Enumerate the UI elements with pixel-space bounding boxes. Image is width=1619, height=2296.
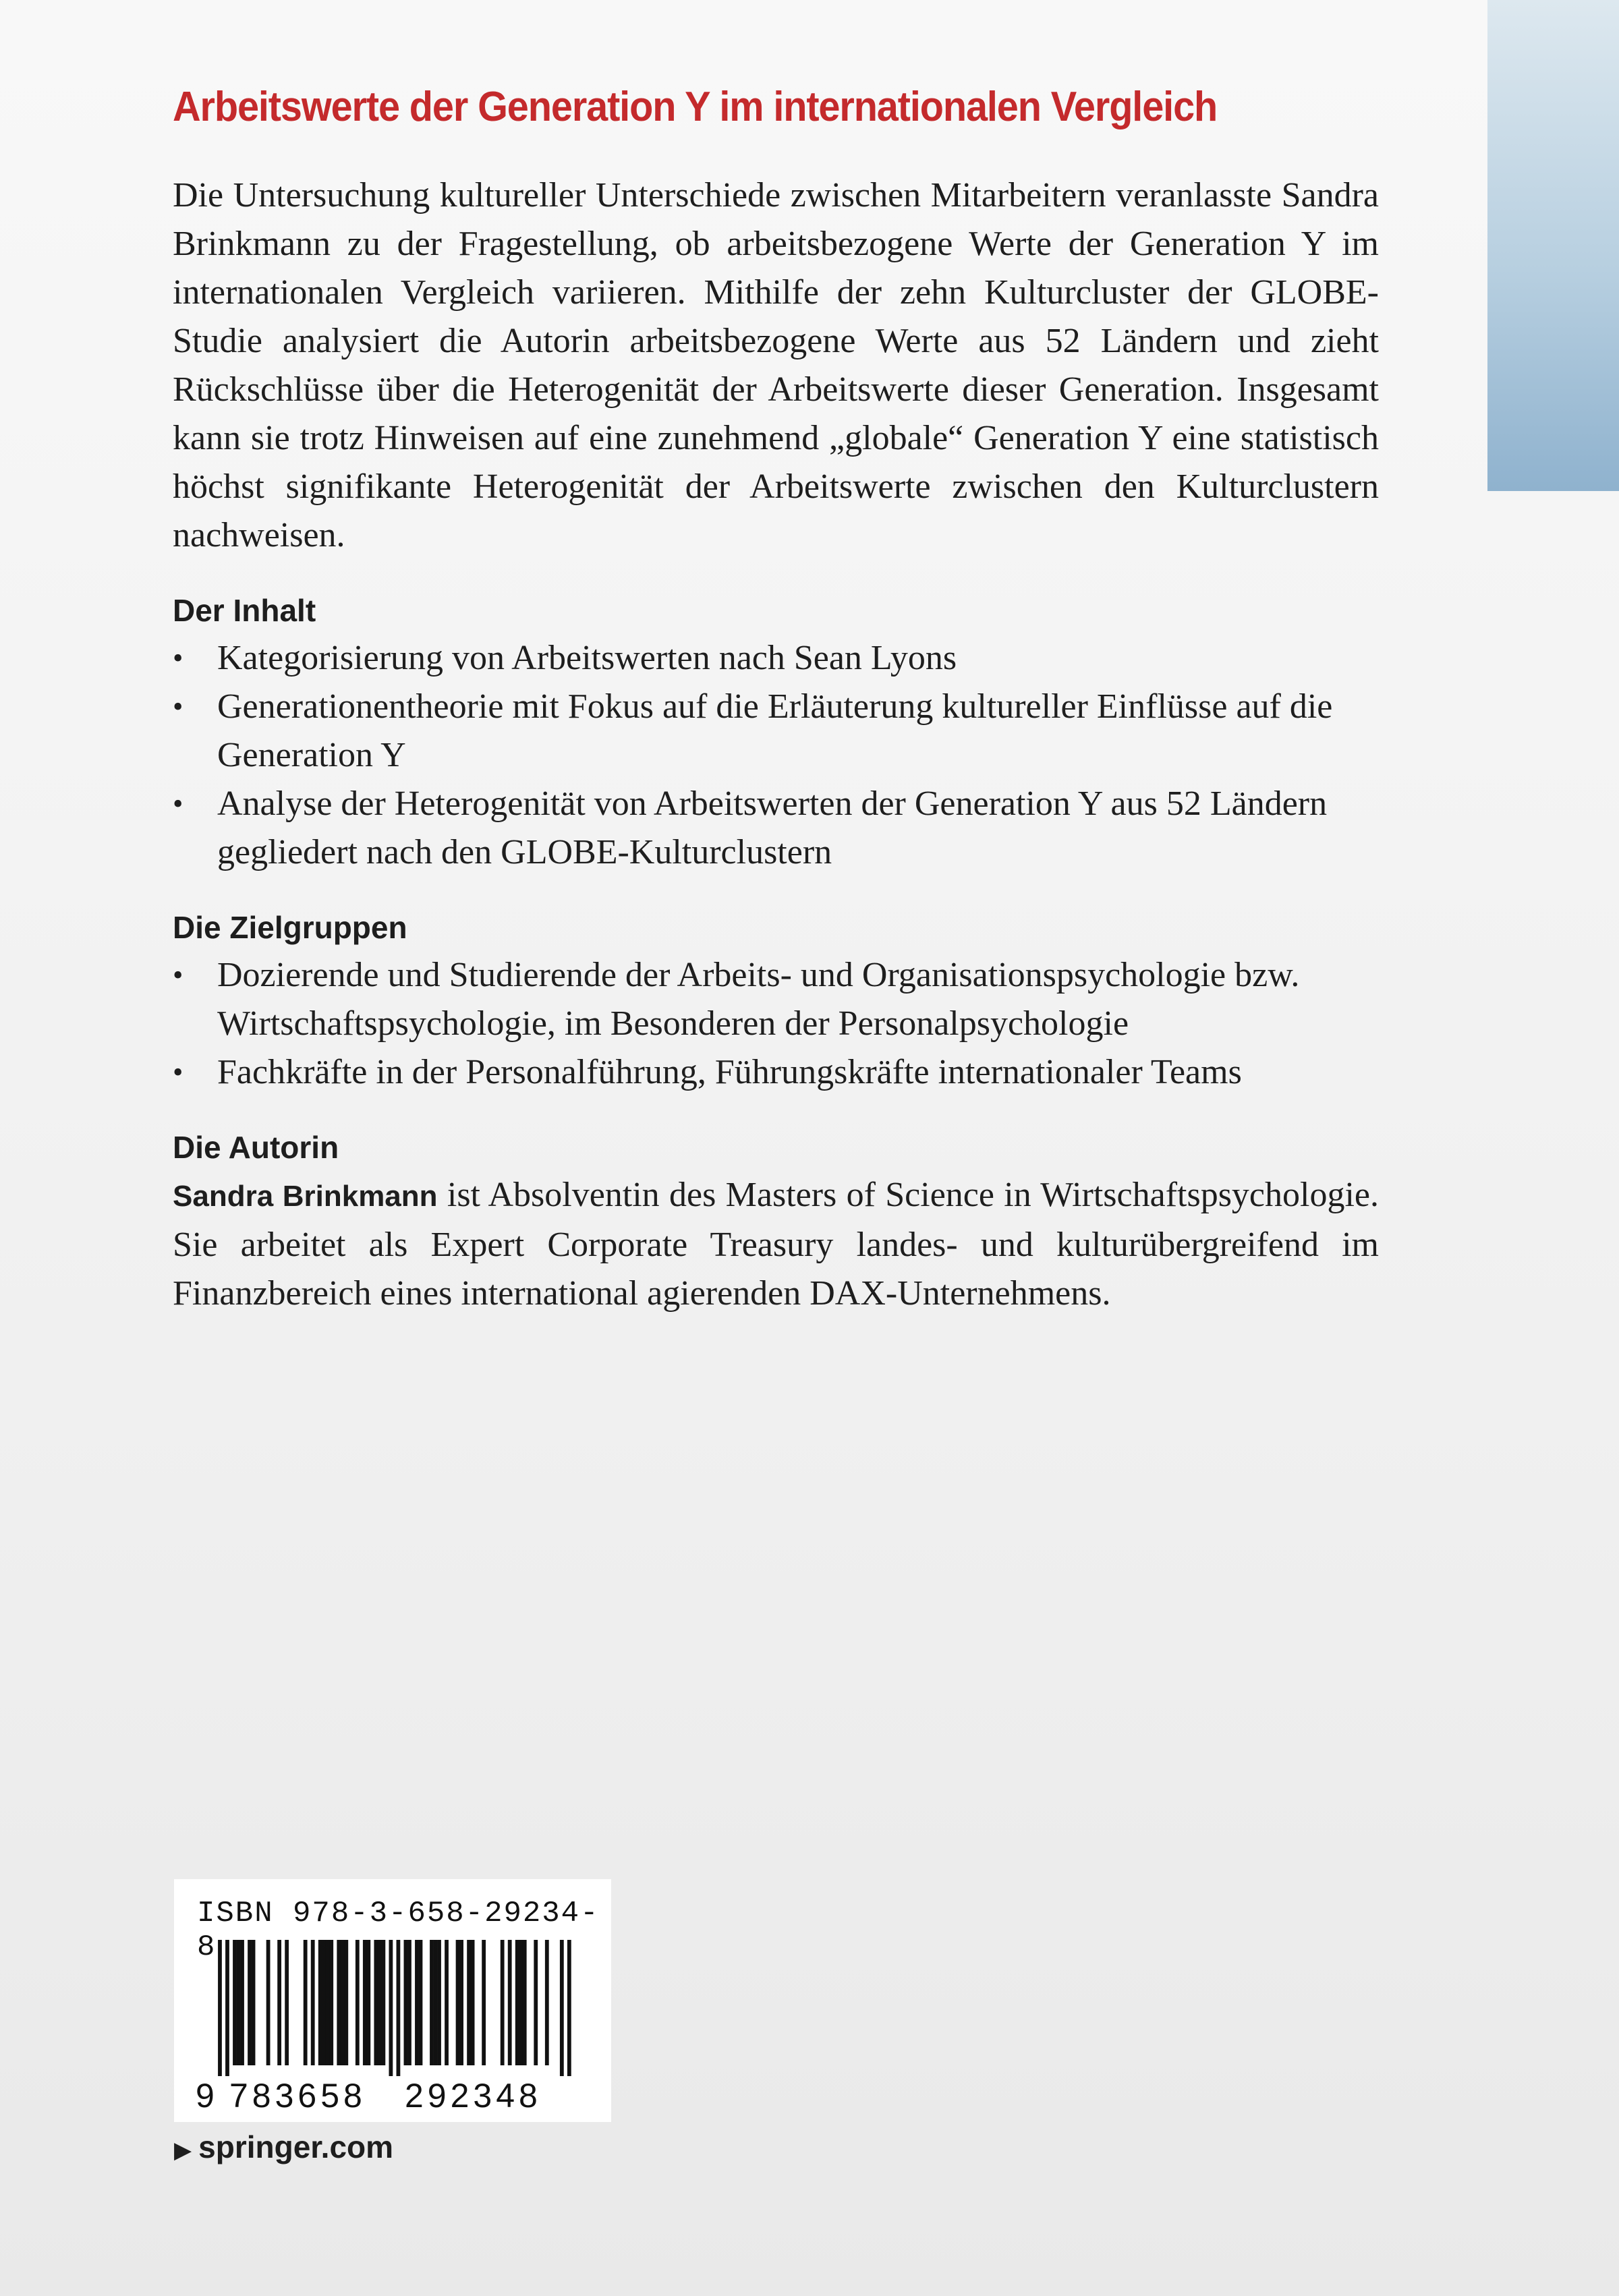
barcode-bar	[318, 1940, 322, 2065]
author-name: Sandra Brinkmann	[173, 1180, 438, 1213]
bullet-icon: •	[173, 958, 183, 992]
section-inhalt	[173, 587, 1379, 877]
list-item-text: Generationentheorie mit Fokus auf die Erläuterung kultureller Einflüsse auf die Generation Y	[217, 687, 1333, 774]
barcode-bar	[374, 1940, 378, 2065]
heading-autorin: Die Autorin	[173, 1130, 339, 1165]
list-item	[173, 951, 1379, 1048]
barcode-bar	[523, 1940, 527, 2065]
barcode-bar	[311, 1940, 315, 2065]
section-zielgruppen	[173, 904, 1379, 1097]
barcode-bar	[397, 1940, 401, 2076]
arrow-icon: ▶	[174, 2137, 192, 2163]
barcode-bar	[467, 1940, 471, 2065]
barcode-bar	[471, 1940, 475, 2065]
springer-link-text: springer.com	[198, 2129, 394, 2164]
isbn-label: ISBN 978-3-658-29234-8	[197, 1897, 600, 1964]
zielgruppen-list	[173, 951, 1379, 1097]
barcode-bar	[233, 1940, 237, 2065]
bullet-icon: •	[173, 641, 183, 675]
barcode-bar	[277, 1940, 281, 2065]
list-item-text: Analyse der Heterogenität von Arbeitswerten der Generation Y aus 52 Ländern gegliedert nach den GLOBE-Kulturclustern	[217, 784, 1328, 871]
barcode-digit-group-2: 292348	[405, 2077, 542, 2115]
barcode-bar	[341, 1940, 345, 2065]
springer-link[interactable]	[174, 2129, 393, 2165]
list-item	[173, 780, 1379, 877]
list-item	[173, 683, 1379, 780]
barcode-bar	[515, 1940, 519, 2065]
barcode-bar	[322, 1940, 326, 2065]
barcode-bar	[519, 1940, 523, 2065]
barcode-bar	[285, 1940, 289, 2065]
barcode-bar	[240, 1940, 244, 2065]
barcode-bar	[545, 1940, 549, 2065]
bullet-icon: •	[173, 1056, 183, 1089]
section-autorin	[173, 1124, 1379, 1318]
author-paragraph	[173, 1171, 1379, 1318]
barcode-bar	[366, 1940, 370, 2065]
barcode-bar	[445, 1940, 449, 2065]
barcode-bar	[456, 1940, 460, 2065]
barcode-bar	[407, 1940, 411, 2065]
barcode-bar	[508, 1940, 512, 2065]
barcode-bar	[237, 1940, 241, 2065]
bullet-icon: •	[173, 690, 183, 723]
barcode-bar	[326, 1940, 330, 2065]
barcode-bar	[218, 1940, 222, 2076]
list-item-text: Kategorisierung von Arbeitswerten nach Sean Lyons	[217, 639, 957, 677]
barcode-bar	[430, 1940, 434, 2065]
inhalt-list	[173, 634, 1379, 877]
barcode-bar	[356, 1940, 360, 2065]
barcode-bar	[378, 1940, 382, 2065]
barcode-bar	[415, 1940, 419, 2065]
barcode-digit-group-1: 783658	[229, 2077, 366, 2115]
list-item-text: Dozierende und Studierende der Arbeits- und Organisationspsychologie bzw. Wirtschaftspsychologie, im Besonderen der Personalpsychologie	[217, 956, 1300, 1043]
barcode-bar	[266, 1940, 271, 2065]
bullet-icon: •	[173, 787, 183, 820]
heading-inhalt: Der Inhalt	[173, 593, 316, 628]
barcode-graphic	[196, 1940, 590, 2076]
barcode-bar	[389, 1940, 393, 2076]
barcode-bar	[304, 1940, 308, 2065]
author-bio: ist Absolventin des Masters of Science in Wirtschaftspsychologie. Sie arbeitet als Expert Corporate Treasury landes- und kulturübergreifend im Finanzbereich eines international agierenden DAX-Unternehmens.	[173, 1176, 1379, 1313]
book-title: Arbeitswerte der Generation Y im internationalen Vergleich	[173, 84, 1218, 130]
isbn-barcode-box	[174, 1879, 611, 2122]
barcode-bar	[344, 1940, 348, 2065]
barcode-bar	[437, 1940, 441, 2065]
barcode-bar	[482, 1940, 486, 2065]
barcode-bar	[404, 1940, 408, 2065]
list-item	[173, 634, 1379, 683]
barcode-bar	[381, 1940, 385, 2065]
barcode-bar	[434, 1940, 438, 2065]
barcode-bar	[363, 1940, 367, 2065]
barcode-bar	[459, 1940, 463, 2065]
barcode-bar	[567, 1940, 571, 2076]
list-item-text: Fachkräfte in der Personalführung, Führungskräfte internationaler Teams	[217, 1053, 1242, 1091]
list-item	[173, 1048, 1379, 1097]
barcode-bar	[560, 1940, 564, 2076]
barcode-bar	[225, 1940, 229, 2076]
barcode-bar	[419, 1940, 423, 2065]
barcode-bar	[534, 1940, 538, 2065]
barcode-digit-lead: 9	[196, 2077, 215, 2115]
barcode-bar	[252, 1940, 256, 2065]
heading-zielgruppen: Die Zielgruppen	[173, 910, 407, 945]
intro-paragraph: Die Untersuchung kultureller Unterschiede zwischen Mitarbeitern veranlasste Sandra Brinkmann zu der Fragestellung, ob arbeitsbezogene Werte der Generation Y im internationalen Vergleich variieren. Mithilfe der zehn Kulturcluster der GLOBE-Studie analysiert die Autorin arbeitsbezogene Werte aus 52 Ländern und zieht Rückschlüsse über die Heterogenität der Arbeitswerte dieser Generation. Insgesamt kann sie trotz Hinweisen auf eine zunehmend „globale“ Generation Y eine statistisch höchst signifikante Heterogenität der Arbeitswerte zwischen den Kulturclustern nachweisen.	[173, 176, 1379, 554]
barcode-bar	[501, 1940, 505, 2065]
decorative-side-bar	[1487, 0, 1619, 491]
barcode-bar	[337, 1940, 341, 2065]
barcode-bar	[329, 1940, 333, 2065]
barcode-bar	[248, 1940, 252, 2065]
back-cover-content	[173, 78, 1379, 1318]
